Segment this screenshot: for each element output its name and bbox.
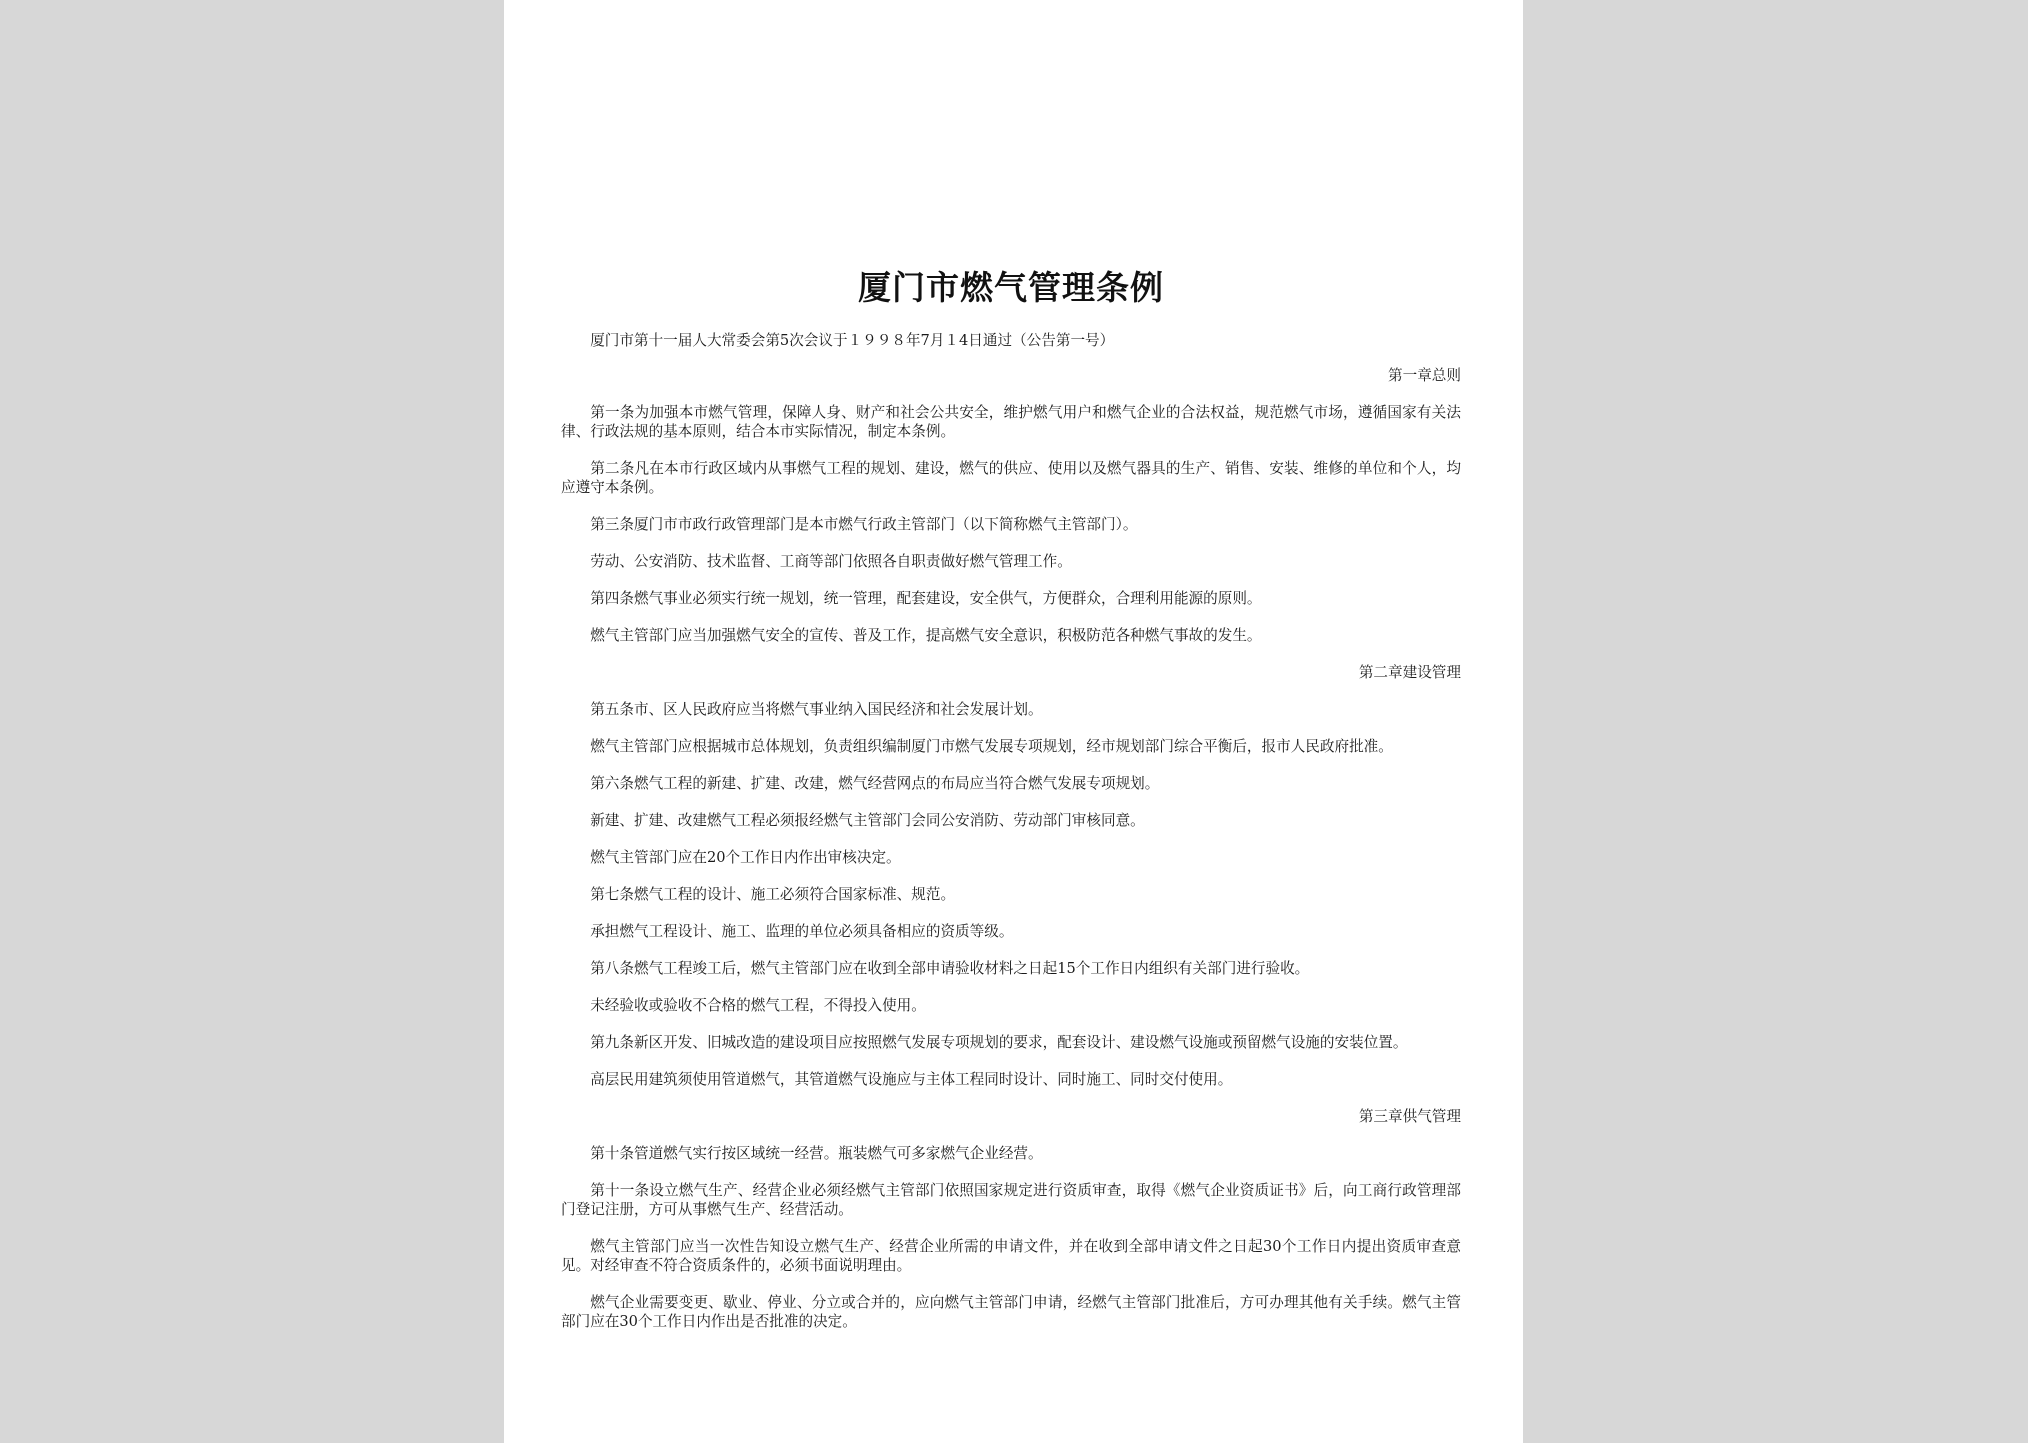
- article-paragraph: 燃气主管部门应根据城市总体规划，负责组织编制厦门市燃气发展专项规划，经市规划部门综合平衡后，报市人民政府批准。: [590, 738, 1393, 755]
- article-paragraph: 劳动、公安消防、技术监督、工商等部门依照各自职责做好燃气管理工作。: [590, 553, 1072, 570]
- article-paragraph: 燃气主管部门应当一次性告知设立燃气生产、经营企业所需的申请文件，并在收到全部申请文件之日起30个工作日内提出资质审查意见。对经审查不符合资质条件的，必须书面说明理由。: [561, 1238, 1461, 1274]
- article-paragraph: 燃气主管部门应当加强燃气安全的宣传、普及工作，提高燃气安全意识，积极防范各种燃气事故的发生。: [590, 627, 1262, 644]
- document-title: 厦门市燃气管理条例: [858, 268, 1164, 307]
- article-paragraph: 第一条为加强本市燃气管理，保障人身、财产和社会公共安全，维护燃气用户和燃气企业的合法权益，规范燃气市场，遵循国家有关法律、行政法规的基本原则，结合本市实际情况，制定本条例。: [561, 404, 1461, 440]
- article-paragraph: 第二条凡在本市行政区域内从事燃气工程的规划、建设，燃气的供应、使用以及燃气器具的生产、销售、安装、维修的单位和个人，均应遵守本条例。: [561, 460, 1461, 496]
- article-paragraph: 未经验收或验收不合格的燃气工程，不得投入使用。: [590, 997, 926, 1014]
- document-subtitle: 厦门市第十一届人大常委会第5次会议于１９９８年7月１4日通过（公告第一号）: [590, 332, 1115, 349]
- article-paragraph: 第三条厦门市市政行政管理部门是本市燃气行政主管部门（以下简称燃气主管部门）。: [590, 516, 1138, 533]
- article-paragraph: 高层民用建筑须使用管道燃气，其管道燃气设施应与主体工程同时设计、同时施工、同时交付使用。: [590, 1071, 1233, 1088]
- chapter-heading: 第一章总则: [1388, 367, 1461, 384]
- chapter-heading: 第二章建设管理: [1358, 664, 1461, 681]
- article-paragraph: 第八条燃气工程竣工后，燃气主管部门应在收到全部申请验收材料之日起15个工作日内组织有关部门进行验收。: [590, 960, 1310, 977]
- chapter-heading: 第三章供气管理: [1358, 1108, 1461, 1125]
- article-paragraph: 第十一条设立燃气生产、经营企业必须经燃气主管部门依照国家规定进行资质审查，取得《燃气企业资质证书》后，向工商行政管理部门登记注册，方可从事燃气生产、经营活动。: [561, 1182, 1461, 1218]
- article-paragraph: 新建、扩建、改建燃气工程必须报经燃气主管部门会同公安消防、劳动部门审核同意。: [590, 812, 1145, 829]
- article-paragraph: 第十条管道燃气实行按区域统一经营。瓶装燃气可多家燃气企业经营。: [590, 1145, 1043, 1162]
- article-paragraph: 第四条燃气事业必须实行统一规划，统一管理，配套建设，安全供气，方便群众，合理利用能源的原则。: [590, 590, 1262, 607]
- article-paragraph: 燃气企业需要变更、歇业、停业、分立或合并的，应向燃气主管部门申请，经燃气主管部门批准后，方可办理其他有关手续。燃气主管部门应在30个工作日内作出是否批准的决定。: [561, 1294, 1461, 1330]
- document-body: [561, 366, 1461, 1331]
- article-paragraph: 承担燃气工程设计、施工、监理的单位必须具备相应的资质等级。: [590, 923, 1014, 940]
- article-paragraph: 第六条燃气工程的新建、扩建、改建，燃气经营网点的布局应当符合燃气发展专项规划。: [590, 775, 1160, 792]
- document-page: [504, 0, 1523, 1443]
- article-paragraph: 第七条燃气工程的设计、施工必须符合国家标准、规范。: [590, 886, 956, 903]
- article-paragraph: 燃气主管部门应在20个工作日内作出审核决定。: [590, 849, 901, 866]
- article-paragraph: 第九条新区开发、旧城改造的建设项目应按照燃气发展专项规划的要求，配套设计、建设燃气设施或预留燃气设施的安装位置。: [590, 1034, 1408, 1051]
- article-paragraph: 第五条市、区人民政府应当将燃气事业纳入国民经济和社会发展计划。: [590, 701, 1043, 718]
